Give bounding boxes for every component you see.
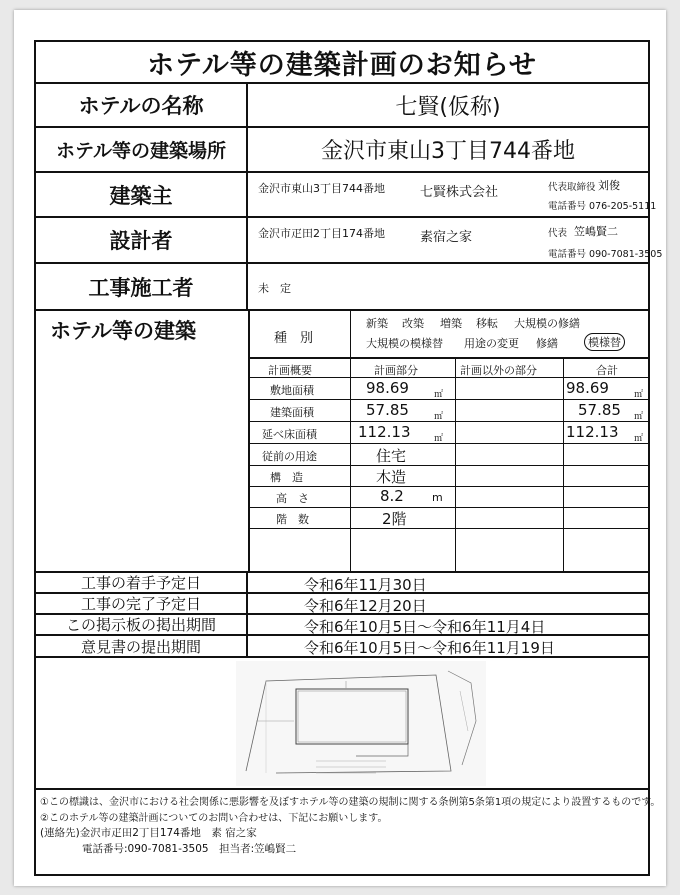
type-option: 増築 [440, 317, 462, 330]
schedule-label: 工事の完了予定日 [36, 594, 248, 613]
row-plan-value: 住宅 [376, 447, 407, 465]
header-total: 合計 [596, 364, 618, 377]
designer-role: 代表 [548, 228, 568, 239]
designer-person: 笠嶋賢二 [574, 225, 618, 238]
unit-height: m [432, 491, 443, 504]
schedule-label: この掲示板の掲出期間 [36, 615, 248, 634]
row-label: 高 さ [276, 492, 309, 505]
hotel-name-label: ホテルの名称 [36, 84, 248, 126]
contractor-row [36, 264, 648, 311]
site-row [36, 128, 648, 173]
contact-address: (連絡先)金沢市疋田2丁目174番地 素 宿之家 [40, 827, 257, 839]
type-option: 新築 [366, 317, 388, 330]
owner-phone: 電話番号 076-205-5111 [548, 201, 657, 212]
hotel-name-row [36, 84, 648, 128]
unit-area: ㎡ [434, 390, 444, 400]
header-summary: 計画概要 [268, 364, 312, 377]
schedule-row [36, 615, 648, 636]
schedule-row [36, 636, 648, 658]
type-option: 用途の変更 [464, 337, 519, 350]
header-plan: 計画部分 [374, 364, 418, 377]
row-label: 延べ床面積 [262, 428, 317, 441]
owner-company: 七賢株式会社 [420, 185, 499, 200]
row-label: 構 造 [270, 471, 303, 484]
type-label: 種 別 [274, 331, 314, 346]
row-plan-value: 2階 [382, 510, 407, 528]
row-label: 階 数 [276, 513, 309, 526]
schedule-label: 工事の着手予定日 [36, 573, 248, 592]
schedule-row [36, 594, 648, 615]
row-label: 敷地面積 [270, 384, 314, 397]
unit-area: ㎡ [434, 434, 444, 444]
designer-label: 設計者 [36, 218, 248, 262]
row-label: 建築面積 [270, 406, 314, 419]
row-plan-value: 木造 [376, 468, 407, 486]
unit-area: ㎡ [634, 390, 644, 400]
designer-office: 素宿之家 [420, 230, 473, 245]
row-total-value: 57.85 [578, 401, 621, 419]
owner-row [36, 173, 657, 218]
site-plan-row [36, 658, 648, 790]
unit-area: ㎡ [434, 412, 444, 422]
row-plan-value: 98.69 [366, 379, 409, 397]
row-plan-value: 8.2 [380, 487, 404, 505]
header-other: 計画以外の部分 [460, 364, 537, 377]
row-plan-value: 57.85 [366, 401, 409, 419]
notice-sheet [14, 10, 666, 886]
note-1: ①この標識は、金沢市における社会関係に悪影響を及ぼすホテル等の建築の規制に関する条例第5条第1項の規定により設置するものです。 [40, 797, 661, 808]
type-option: 移転 [476, 317, 498, 330]
type-option: 修繕 [536, 337, 558, 350]
designer-row [36, 218, 663, 264]
site-label: ホテル等の建築場所 [36, 128, 248, 171]
unit-area: ㎡ [634, 412, 644, 422]
notice-board [34, 40, 663, 876]
type-option: 大規模の修繕 [514, 317, 580, 330]
type-option-selected: 模様替 [584, 333, 625, 351]
owner-person: 刘俊 [598, 179, 620, 192]
designer-address: 金沢市疋田2丁目174番地 [258, 227, 385, 240]
schedule-value: 令和6年11月30日 [304, 576, 427, 594]
hotel-name-value: 七賢(仮称) [395, 94, 501, 120]
schedule-value: 令和6年12月20日 [304, 597, 427, 615]
note-2: ②このホテル等の建築計画についてのお問い合わせは、下記にお願いします。 [40, 813, 388, 824]
owner-label: 建築主 [36, 173, 248, 216]
site-plan-drawing [236, 661, 486, 786]
owner-role: 代表取締役 [548, 182, 596, 193]
type-option: 改築 [402, 317, 424, 330]
row-plan-value: 112.13 [358, 423, 411, 441]
building-section [36, 311, 648, 573]
building-label: ホテル等の建築 [50, 319, 196, 343]
designer-phone: 電話番号 090-7081-3505 [548, 249, 663, 260]
unit-area: ㎡ [634, 434, 644, 444]
schedule-row [36, 573, 648, 594]
contractor-value: 未 定 [258, 282, 291, 295]
contractor-label: 工事施工者 [36, 264, 248, 309]
title-row [36, 42, 648, 84]
page-title: ホテル等の建築計画のお知らせ [147, 49, 537, 81]
row-total-value: 98.69 [566, 379, 609, 397]
notes-section [36, 790, 661, 874]
owner-address: 金沢市東山3丁目744番地 [258, 182, 385, 195]
type-option: 大規模の模様替 [366, 337, 443, 350]
row-label: 従前の用途 [262, 450, 317, 463]
schedule-value: 令和6年10月5日〜令和6年11月19日 [304, 639, 555, 657]
schedule-value: 令和6年10月5日〜令和6年11月4日 [304, 618, 546, 636]
row-total-value: 112.13 [566, 423, 619, 441]
schedule-label: 意見書の提出期間 [36, 636, 248, 656]
contact-phone: 電話番号:090-7081-3505 担当者:笠嶋賢二 [82, 843, 297, 855]
site-value: 金沢市東山3丁目744番地 [321, 139, 575, 164]
